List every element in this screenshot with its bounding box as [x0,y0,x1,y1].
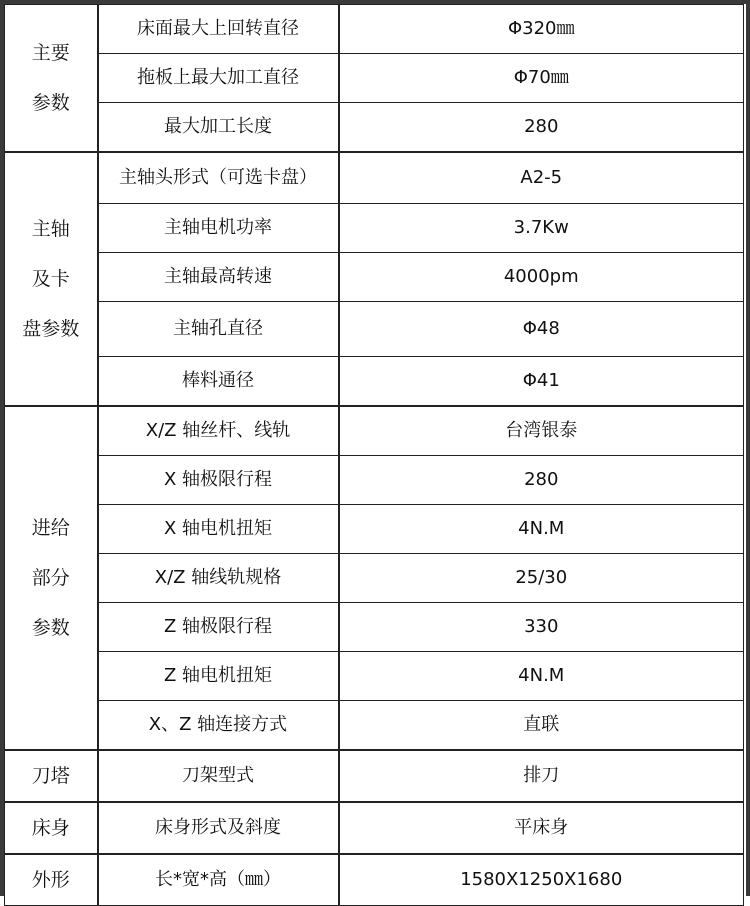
group-dimensions [5,854,98,906]
param-value: 280 [339,456,744,505]
param-name: 拖板上最大加工直径 [98,54,339,103]
param-value: Φ70㎜ [339,54,744,103]
param-value: A2-5 [339,152,744,204]
param-name: 主轴头形式（可选卡盘） [98,152,339,204]
group-turret [5,750,98,802]
param-name: 主轴孔直径 [98,302,339,357]
group-label-line: 及卡 [31,267,70,290]
group-feed-params [5,406,98,750]
param-name: X/Z 轴丝杆、线轨 [98,406,339,456]
param-name: 最大加工长度 [98,103,339,152]
group-label-line: 进给 [31,516,70,539]
param-value: 直联 [339,701,744,750]
param-name: Z 轴极限行程 [98,603,339,652]
param-name: 床面最大上回转直径 [98,5,339,54]
group-main-params [5,5,98,152]
group-spindle-chuck-params [5,152,98,406]
param-name: Z 轴电机扭矩 [98,652,339,701]
param-name: 主轴最高转速 [98,253,339,302]
group-label-line: 主轴 [31,217,70,240]
group-label-line: 主要 [31,41,70,64]
param-value: 280 [339,103,744,152]
param-name: 长*宽*高（㎜） [98,854,339,906]
group-label-line: 部分 [31,566,70,589]
group-label-line: 床身 [31,816,70,839]
group-label-line: 外形 [31,868,70,891]
param-name: 棒料通径 [98,357,339,406]
param-name: X/Z 轴线轨规格 [98,554,339,603]
param-name: 床身形式及斜度 [98,802,339,854]
param-name: X 轴电机扭矩 [98,505,339,554]
param-value: Φ320㎜ [339,5,744,54]
param-value: 330 [339,603,744,652]
param-value: 4000pm [339,253,744,302]
group-label-line: 刀塔 [31,764,70,787]
param-name: 主轴电机功率 [98,204,339,253]
param-value: 4N.M [339,505,744,554]
group-bed [5,802,98,854]
param-value: 排刀 [339,750,744,802]
param-value: 25/30 [339,554,744,603]
spec-table [4,4,744,906]
param-name: X 轴极限行程 [98,456,339,505]
param-value: 4N.M [339,652,744,701]
param-value: 台湾银泰 [339,406,744,456]
param-value: Φ48 [339,302,744,357]
group-label-line: 参数 [31,616,70,639]
param-value: 1580X1250X1680 [339,854,744,906]
param-value: 3.7Kw [339,204,744,253]
group-label-line: 盘参数 [22,317,80,340]
param-value: 平床身 [339,802,744,854]
param-value: Φ41 [339,357,744,406]
group-label-line: 参数 [31,91,70,114]
param-name: 刀架型式 [98,750,339,802]
param-name: X、Z 轴连接方式 [98,701,339,750]
